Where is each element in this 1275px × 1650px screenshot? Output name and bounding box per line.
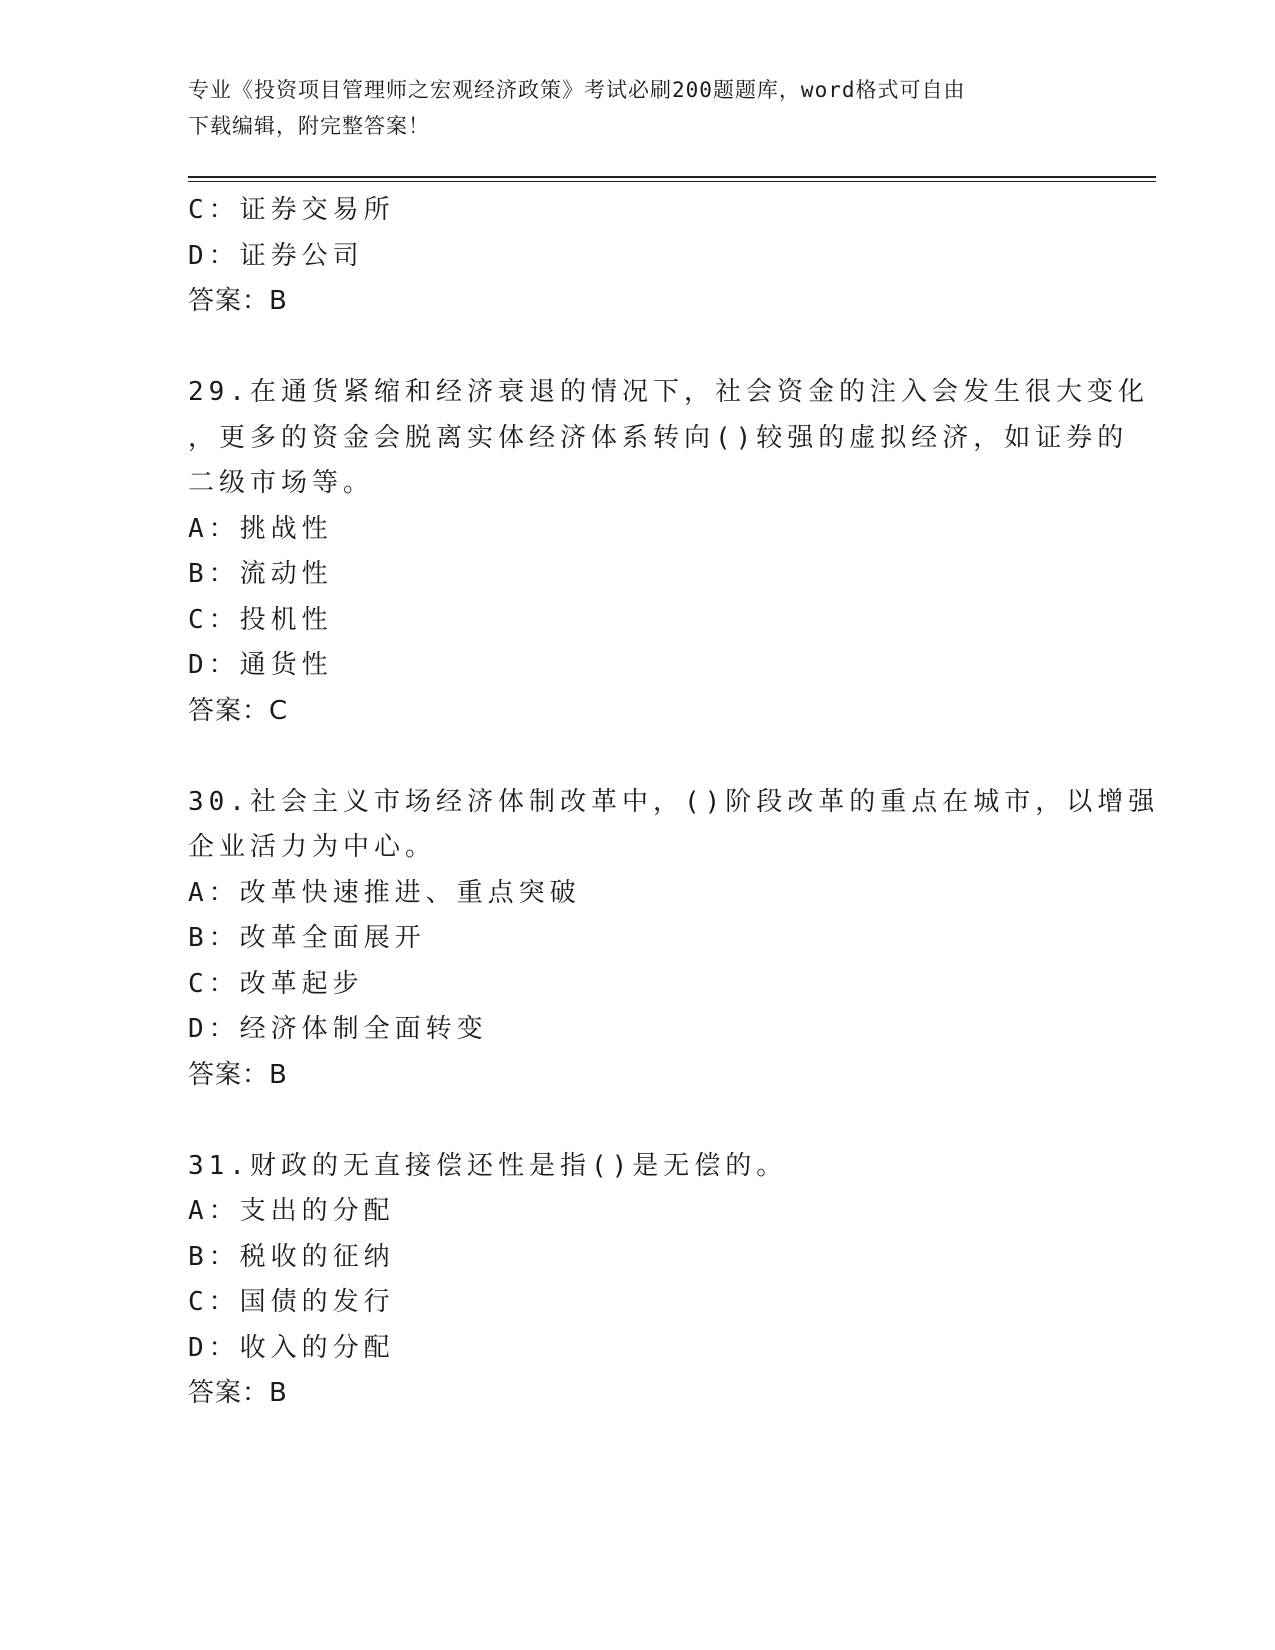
spacer xyxy=(188,1098,1088,1144)
question-text-line: 29.在通货紧缩和经济衰退的情况下，社会资金的注入会发生很大变化 xyxy=(188,377,1149,407)
option-b: B：税收的征纳 xyxy=(188,1241,395,1272)
question-text-line: 二级市场等。 xyxy=(188,468,375,498)
option-c: C：证券交易所 xyxy=(188,195,395,225)
header-line-2: 下载编辑，附完整答案！ xyxy=(188,114,430,138)
option-d: D：经济体制全面转变 xyxy=(188,1014,488,1044)
option-c: C：改革起步 xyxy=(188,968,364,999)
option-d: D：证券公司 xyxy=(188,240,364,271)
question-list xyxy=(188,188,1160,1417)
option-b: B：改革全面展开 xyxy=(188,923,426,953)
option-d: D：收入的分配 xyxy=(188,1332,395,1363)
question-text-line: 30.社会主义市场经济体制改革中，()阶段改革的重点在城市，以增强 xyxy=(188,786,1160,817)
option-a: A：支出的分配 xyxy=(188,1196,395,1226)
answer: 答案：C xyxy=(188,695,289,726)
question-text-line: ，更多的资金会脱离实体经济体系转向()较强的虚拟经济，如证券的 xyxy=(188,422,1129,453)
header-line-1: 专业《投资项目管理师之宏观经济政策》考试必刷200题题库，word格式可自由 xyxy=(188,78,966,102)
option-c: C：国债的发行 xyxy=(188,1287,395,1317)
option-b: B：流动性 xyxy=(188,559,333,589)
question-29 xyxy=(188,370,1149,734)
document-header xyxy=(188,72,1088,144)
question-text-line: 31.财政的无直接偿还性是指()是无偿的。 xyxy=(188,1150,788,1181)
answer: 答案：B xyxy=(188,1378,288,1408)
option-a: A：改革快速推进、重点突破 xyxy=(188,877,581,908)
question-text-line: 企业活力为中心。 xyxy=(188,832,437,862)
option-d: D：通货性 xyxy=(188,650,333,680)
spacer xyxy=(188,325,1088,371)
question-28-tail xyxy=(188,188,1088,325)
spacer xyxy=(188,734,1088,780)
option-a: A：挑战性 xyxy=(188,513,333,544)
answer: 答案：B xyxy=(188,1059,288,1090)
question-31 xyxy=(188,1144,1088,1417)
option-c: C：投机性 xyxy=(188,604,333,635)
header-divider-thick xyxy=(188,176,1156,178)
question-30 xyxy=(188,780,1160,1099)
answer: 答案：B xyxy=(188,286,288,316)
header-divider-thin xyxy=(188,181,1156,182)
